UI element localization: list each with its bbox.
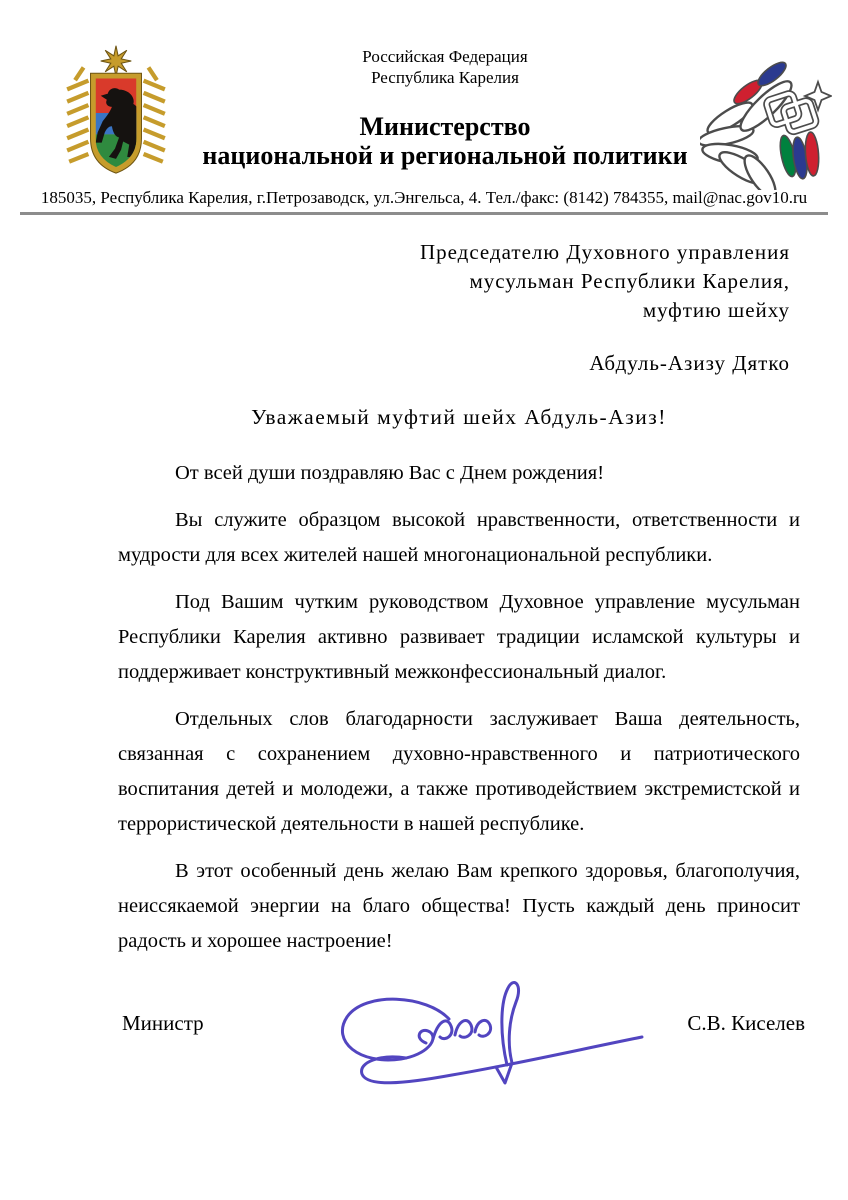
paragraph: Вы служите образцом высокой нравственности, ответственности и мудрости для всех жителей нашей многонациональной республики.: [118, 509, 800, 566]
header-divider: [20, 212, 828, 215]
region-line: Республика Карелия: [371, 68, 519, 87]
paragraph: В этот особенный день желаю Вам крепкого здоровья, благополучия, неиссякаемой энергии на благо общества! Пусть каждый день приносит радость и хорошее настроение!: [118, 860, 800, 952]
signature-block: [122, 1011, 805, 1036]
letterhead: [0, 0, 848, 216]
paragraph: От всей души поздравляю Вас с Днем рождения!: [175, 462, 605, 484]
ministry-name-line1: Министерство: [359, 112, 531, 141]
salutation: Уважаемый муфтий шейх Абдуль-Азиз!: [251, 405, 667, 429]
ministry-name: [202, 112, 687, 170]
recipient-line: Председателю Духовного управления: [419, 240, 790, 264]
header-text-block: [202, 46, 687, 170]
signer-name: С.В. Киселев: [687, 1011, 805, 1035]
addressee-name: Абдуль-Азизу Дятко: [589, 351, 790, 375]
contact-address-line: 185035, Республика Карелия, г.Петрозаводск, ул.Энгельса, 4. Тел./факс: (8142) 784355, mail@nac.gov10.ru: [40, 188, 808, 207]
ministry-name-line2: национальной и региональной политики: [202, 141, 688, 170]
karelia-coat-of-arms-icon: [62, 44, 170, 180]
ministry-emblem-icon: [700, 54, 832, 190]
letter-body: [118, 404, 800, 959]
recipient-line: мусульман Республики Карелия,: [469, 269, 790, 293]
country-line: Российская Федерация: [362, 47, 528, 66]
signer-position: Министр: [122, 1011, 204, 1035]
handwritten-signature-icon: [307, 975, 652, 1093]
paragraph: Отдельных слов благодарности заслуживает Ваша деятельность, связанная с сохранением духовно-нравственного и патриотического воспитания детей и молодежи, а также противодействием экстремистской и террористической деятельности в нашей республике.: [118, 708, 800, 835]
paragraph: Под Вашим чутким руководством Духовное управление мусульман Республики Карелия активно развивает традиции исламской культуры и поддерживает конструктивный межконфессиональный диалог.: [118, 591, 800, 683]
recipient-line: муфтию шейху: [642, 298, 790, 322]
recipient-block: [0, 238, 790, 325]
